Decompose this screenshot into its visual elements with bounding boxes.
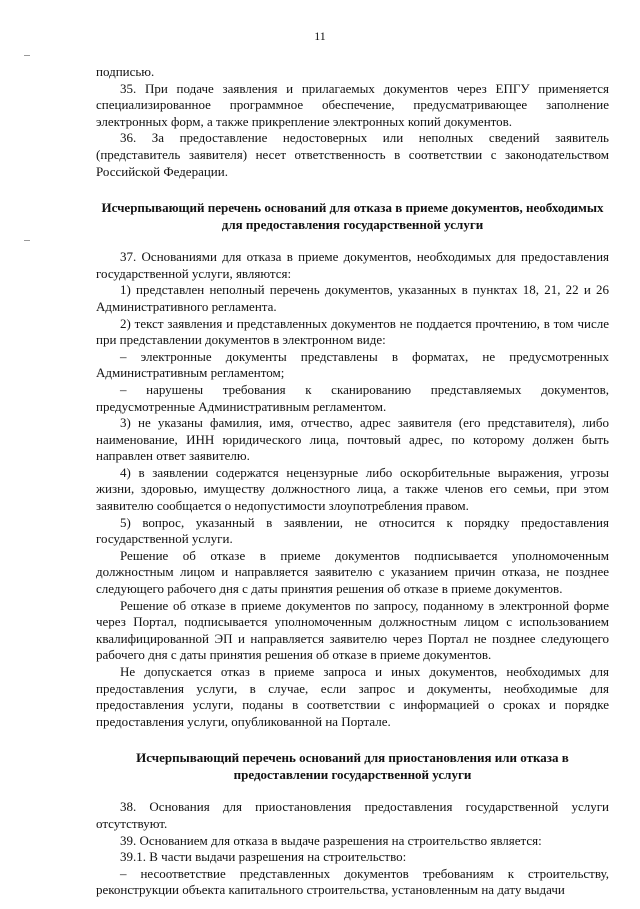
paragraph: подписью.	[96, 64, 155, 79]
list-item-5: 5) вопрос, указанный в заявлении, не относится к порядку предоставления государственной услуги.	[96, 514, 609, 547]
paragraph-refusal-decision: Решение об отказе в приеме документов подписывается уполномоченным должностным лицом и направляется заявителю с указанием причин отказа, не позднее следующего рабочего дня с даты принятия решения об отказе в приеме документов.	[96, 547, 609, 597]
paragraph-39: 39. Основанием для отказа в выдаче разрешения на строительство является:	[120, 832, 542, 848]
section-heading-suspension: Исчерпывающий перечень оснований для приостановления или отказа в предоставлении государственной услуги	[136, 750, 569, 783]
list-item-2: 2) текст заявления и представленных документов не поддается прочтению, в том числе при представлении документов в электронном виде:	[96, 315, 609, 348]
paragraph-37: 37. Основаниями для отказа в приеме документов, необходимых для предоставления государственной услуги, являются:	[96, 249, 609, 281]
scan-mark	[24, 55, 30, 56]
paragraph-electronic-refusal: Решение об отказе в приеме документов по запросу, поданному в электронной форме через Портал, подписывается уполномоченным должностным лицом с использованием квалифицированной ЭП и направляется заявителю через Портал не позднее следующего рабочего дня с даты принятия решения об отказе в приеме документов.	[96, 597, 609, 663]
paragraph-38: 38. Основания для приостановления предоставления государственной услуги отсутствуют.	[96, 799, 609, 831]
page-number: 11	[314, 29, 326, 43]
paragraph-39-1: 39.1. В части выдачи разрешения на строительство:	[120, 849, 407, 865]
paragraph-35: 35. При подаче заявления и прилагаемых документов через ЕПГУ применяется специализированное программное обеспечение, предусматривающее заполнение электронных форм, а также прикрепление электронных копий документов.	[96, 80, 609, 129]
sub-item-formats: – электронные документы представлены в форматах, не предусмотренных Административным регламентом;	[96, 348, 609, 381]
list-item-1: 1) представлен неполный перечень документов, указанных в пунктах 18, 21, 22 и 26 Административного регламента.	[96, 282, 609, 314]
list-item-4: 4) в заявлении содержатся нецензурные либо оскорбительные выражения, угрозы жизни, здоровью, имуществу должностного лица, а также членов его семьи, при этом заявителю сообщается о недопустимости злоупотребления правом.	[96, 464, 609, 514]
document-body	[96, 64, 609, 899]
list-item-3: 3) не указаны фамилия, имя, отчество, адрес заявителя (его представителя), либо наименование, ИНН юридического лица, почтовый адрес, по которому должен быть направлен ответ заявителю.	[96, 415, 609, 464]
sub-item-scanning: – нарушены требования к сканированию представляемых документов, предусмотренные Административным регламентом.	[96, 381, 609, 414]
scan-mark	[24, 240, 30, 241]
sub-item-requirements: – несоответствие представленных документов требованиям к строительству, реконструкции объекта капитального строительства, установленным на дату выдачи	[96, 865, 609, 898]
paragraph-refusal-not-allowed: Не допускается отказ в приеме запроса и иных документов, необходимых для предоставления услуги, в случае, если запрос и документы, необходимые для предоставления услуги, поданы в соответствии с информацией о сроках и порядке предоставления услуги, опубликованной на Портале.	[96, 664, 609, 729]
section-heading-refusal: Исчерпывающий перечень оснований для отказа в приеме документов, необходимых для предоставления государственной услуги	[101, 200, 604, 233]
paragraph-36: 36. За предоставление недостоверных или неполных сведений заявитель (представитель заявителя) несет ответственность в соответствии с законодательством Российской Федерации.	[96, 130, 609, 179]
